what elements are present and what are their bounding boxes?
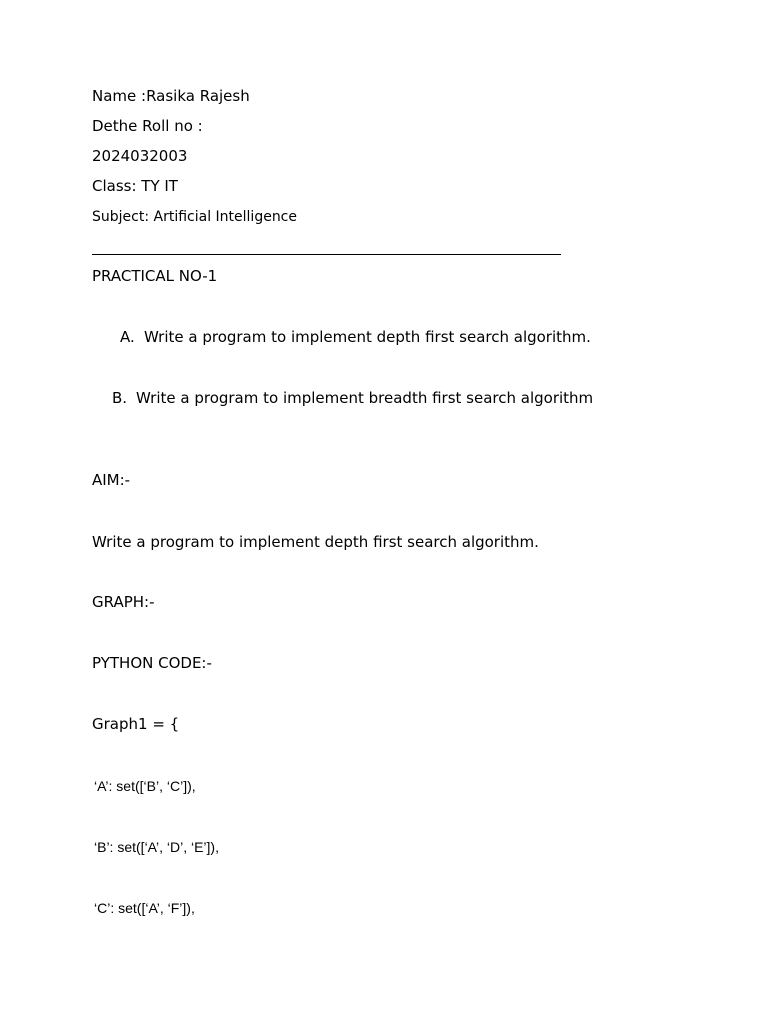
graph-heading: GRAPH:- <box>92 593 155 611</box>
task-text-a: Write a program to implement depth first search algorithm. <box>144 328 591 346</box>
code-line-4: ‘C’: set([‘A’, ‘F’]), <box>94 900 195 916</box>
task-item-a <box>120 328 591 346</box>
practical-title: PRACTICAL NO-1 <box>92 267 218 285</box>
task-text-b: Write a program to implement breadth first search algorithm <box>136 389 594 407</box>
code-line-2: ‘A’: set([‘B’, ‘C’]), <box>94 778 196 794</box>
code-line-3: ‘B’: set([‘A’, ‘D’, ‘E’]), <box>94 839 219 855</box>
aim-text: Write a program to implement depth first search algorithm. <box>92 533 539 551</box>
roll-number: 2024032003 <box>92 147 188 165</box>
roll-number-label: Dethe Roll no : <box>92 117 203 135</box>
code-heading: PYTHON CODE:- <box>92 654 212 672</box>
task-item-b <box>112 389 593 407</box>
student-name: Name :Rasika Rajesh <box>92 87 250 105</box>
aim-heading: AIM:- <box>92 471 131 489</box>
task-marker-b: B. <box>112 389 128 407</box>
subject-line: Subject: Artificial Intelligence <box>92 209 297 225</box>
task-marker-a: A. <box>120 328 135 346</box>
class-line: Class: TY IT <box>92 177 178 195</box>
code-line-1: Graph1 = { <box>92 715 180 733</box>
horizontal-rule <box>92 254 561 255</box>
